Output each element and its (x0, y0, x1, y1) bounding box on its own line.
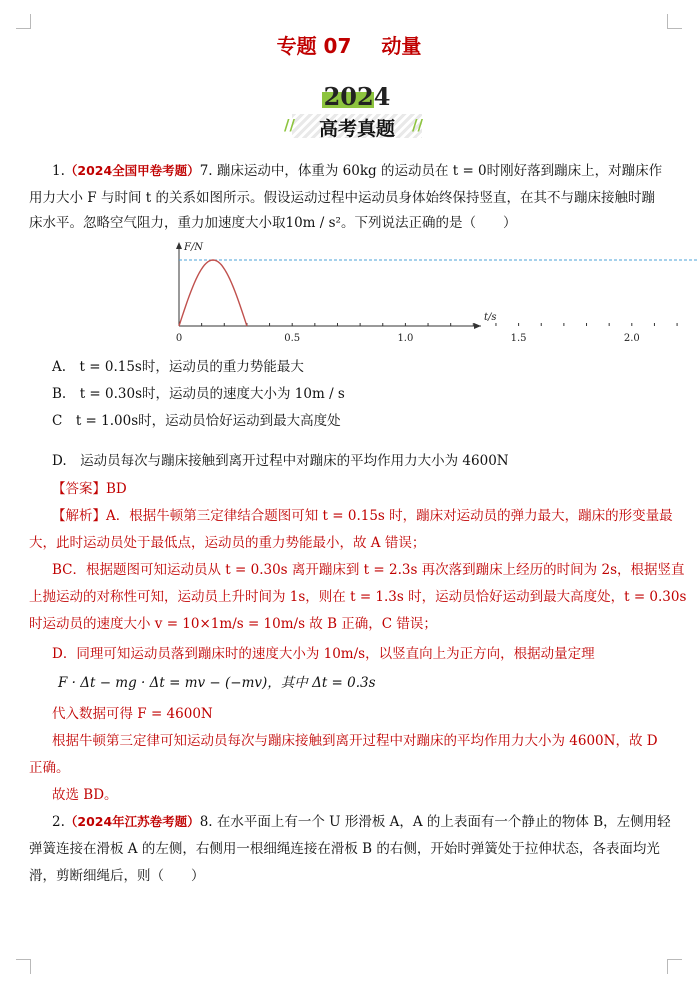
analysis-line2: 大，此时运动员处于最低点，运动员的重力势能最小，故 A 错误； (29, 535, 426, 551)
question2-text1: 8. 在水平面上有一个 U 形滑板 A，A 的上表面有一个静止的物体 B，左侧用轻 (199, 814, 671, 830)
title-topic: 专题 07 (276, 34, 352, 58)
question2-line1 (52, 812, 671, 832)
question2-number: 2. (52, 814, 65, 830)
analysis-line6: D．同理可知运动员落到蹦床时的速度大小为 10m/s，以竖直向上为正方向，根据动量定理 (52, 646, 595, 662)
analysis-line10: 正确。 (29, 760, 70, 776)
x-tick-label: 0.5 (284, 333, 301, 344)
x-tick-label: 2.0 (623, 333, 640, 344)
question1-number: 1. (52, 163, 65, 179)
question2-line3: 滑，剪断细绳后，则（ ） (29, 868, 205, 884)
question1-line1 (52, 161, 668, 181)
corner-mark-bottom-right (667, 959, 682, 974)
x-tick-label: 1.0 (397, 333, 414, 344)
y-axis-arrow (176, 242, 182, 249)
question1-line2: 用力大小 F 与时间 t 的关系如图所示。假设运动过程中运动员身体始终保持竖直，在其不与蹦床接触时蹦 (29, 190, 655, 206)
x-axis-label: t/s (484, 312, 497, 323)
x-axis-arrow (474, 323, 481, 329)
analysis-line8: 代入数据可得 F = 4600N (52, 706, 213, 722)
banner-slash-right-icon: // (412, 116, 423, 134)
corner-mark-top-left (16, 14, 31, 29)
y-axis-label: F/N (184, 242, 204, 253)
question2-source: （2024年江苏卷考题） (64, 814, 200, 829)
analysis-line11: 故选 BD。 (52, 787, 118, 803)
banner-slash-left-icon: // (284, 116, 295, 134)
option-d: D. 运动员每次与蹦床接触到离开过程中对蹦床的平均作用力大小为 4600N (52, 453, 509, 469)
question1-text1: 7. 蹦床运动中，体重为 60kg 的运动员在 t = 0时刚好落到蹦床上，对蹦床作 (199, 163, 663, 179)
answer-value: BD (106, 481, 127, 497)
x-tick-label: 0 (175, 333, 183, 344)
option-c: C t = 1.00s时，运动员恰好运动到最大高度处 (52, 413, 341, 429)
analysis-line1 (52, 506, 673, 526)
corner-mark-top-right (667, 14, 682, 29)
momentum-formula: F · Δt − mg · Δt = mv − (−mv)，其中 Δt = 0.3s (58, 675, 376, 691)
question2-line2: 弹簧连接在滑板 A 的左侧，右侧用一根细绳连接在滑板 B 的右侧，开始时弹簧处于拉伸状态，各表面均光 (29, 841, 660, 857)
analysis-line3: BC．根据题图可知运动员从 t = 0.30s 离开蹦床到 t = 2.3s 再次落到蹦床上经历的时间为 2s，根据竖直 (52, 562, 685, 578)
force-time-chart (163, 238, 640, 346)
corner-mark-bottom-left (16, 959, 31, 974)
year-banner (282, 80, 432, 142)
option-a: A. t = 0.15s时，运动员的重力势能最大 (52, 359, 304, 375)
banner-year: 2024 (323, 82, 391, 111)
x-tick-label: 1.5 (510, 333, 527, 344)
option-b: B. t = 0.30s时，运动员的速度大小为 10m / s (52, 386, 345, 402)
analysis-line5: 时运动员的速度大小 v = 10×1m/s = 10m/s 故 B 正确，C 错误； (29, 616, 437, 632)
chart-svg (163, 238, 640, 346)
question1-source: （2024全国甲卷考题） (64, 163, 200, 178)
banner-subtitle: 高考真题 (318, 118, 395, 140)
question1-line3: 床水平。忽略空气阻力，重力加速度大小取10m / s²。下列说法正确的是（ ） (29, 215, 517, 231)
analysis-line9: 根据牛顿第三定律可知运动员每次与蹦床接触到离开过程中对蹦床的平均作用力大小为 4600N，故 D (52, 733, 658, 749)
answer-label: 【答案】 (52, 481, 106, 497)
answer-line (52, 479, 668, 499)
analysis-text1: A．根据牛顿第三定律结合题图可知 t = 0.15s 时，蹦床对运动员的弹力最大，蹦床的形变量最 (106, 508, 673, 524)
force-pulse-curve-1 (179, 260, 247, 326)
title-text: 动量 (381, 34, 422, 58)
analysis-line4: 上抛运动的对称性可知，运动员上升时间为 1s，则在 t = 1.3s 时，运动员恰好运动到最大高度处，t = 0.30s (29, 589, 687, 605)
analysis-label: 【解析】 (52, 508, 106, 524)
page-title (0, 30, 698, 59)
